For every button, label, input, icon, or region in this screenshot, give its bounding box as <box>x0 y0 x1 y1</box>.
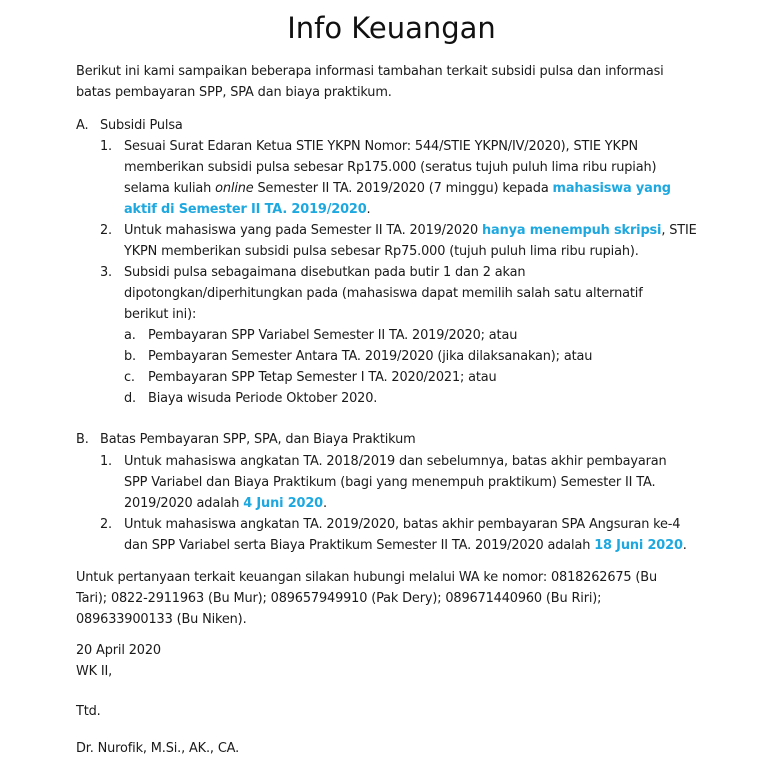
signoff-date: 20 April 2020 <box>76 643 161 658</box>
b1-line-2: SPP Variabel dan Biaya Praktikum (bagi yang menempuh praktikum) Semester II TA. <box>124 475 656 490</box>
a1-line-2: memberikan subsidi pulsa sebesar Rp175.000 (seratus tujuh puluh lima ribu rupiah) <box>124 160 657 175</box>
a1-line-3 <box>124 178 671 199</box>
a1-highlight-2: aktif di Semester II TA. 2019/2020 <box>124 202 367 217</box>
contact-line-3: 089633900133 (Bu Niken). <box>76 612 247 627</box>
a2-line-1-end: , STIE <box>661 223 697 238</box>
b2-line-2 <box>124 535 687 556</box>
a3-sub-b-text: Pembayaran Semester Antara TA. 2019/2020 (jika dilaksanakan); atau <box>148 349 593 364</box>
a1-online-italic: online <box>215 181 254 196</box>
intro-line-1: Berikut ini kami sampaikan beberapa informasi tambahan terkait subsidi pulsa dan informasi <box>76 64 664 79</box>
a3-line-1: Subsidi pulsa sebagaimana disebutkan pada butir 1 dan 2 akan <box>124 265 526 280</box>
a1-line-3-middle: Semester II TA. 2019/2020 (7 minggu) kepada <box>253 181 553 196</box>
b2-deadline-highlight: 18 Juni 2020 <box>594 538 683 553</box>
a3-line-2: dipotongkan/diperhitungkan pada (mahasiswa dapat memilih salah satu alternatif <box>124 286 643 301</box>
b2-number: 2. <box>100 517 112 532</box>
a2-line-2: YKPN memberikan subsidi pulsa sebesar Rp75.000 (tujuh puluh lima ribu rupiah). <box>124 244 639 259</box>
a1-number: 1. <box>100 139 112 154</box>
a3-sub-c-text: Pembayaran SPP Tetap Semester I TA. 2020/2021; atau <box>148 370 497 385</box>
b1-line-3 <box>124 493 327 514</box>
signoff-position: WK II, <box>76 664 113 679</box>
b2-line-1: Untuk mahasiswa angkatan TA. 2019/2020, batas akhir pembayaran SPA Angsuran ke-4 <box>124 517 681 532</box>
a1-line-3-start: selama kuliah <box>124 181 216 196</box>
signoff-ttd: Ttd. <box>76 704 101 719</box>
a1-highlight-1: mahasiswa yang <box>552 181 671 196</box>
b1-deadline-highlight: 4 Juni 2020 <box>243 496 323 511</box>
section-a-letter: A. <box>76 118 89 133</box>
intro-line-2: batas pembayaran SPP, SPA dan biaya praktikum. <box>76 85 392 100</box>
page-title: Info Keuangan <box>287 11 496 45</box>
a3-sub-d-letter: d. <box>124 391 136 406</box>
contact-line-1: Untuk pertanyaan terkait keuangan silakan hubungi melalui WA ke nomor: 0818262675 (Bu <box>76 570 658 585</box>
b1-line-3-start: 2019/2020 adalah <box>124 496 244 511</box>
section-a-heading: Subsidi Pulsa <box>100 118 183 133</box>
b2-line-2-end: . <box>682 538 687 553</box>
a2-highlight: hanya menempuh skripsi <box>482 223 662 238</box>
b2-line-2-start: dan SPP Variabel serta Biaya Praktikum Semester II TA. 2019/2020 adalah <box>124 538 595 553</box>
a3-number: 3. <box>100 265 112 280</box>
b1-number: 1. <box>100 454 112 469</box>
a2-line-1 <box>124 220 697 241</box>
section-b-heading: Batas Pembayaran SPP, SPA, dan Biaya Praktikum <box>100 432 416 447</box>
a3-line-3: berikut ini): <box>124 307 197 322</box>
a2-number: 2. <box>100 223 112 238</box>
contact-line-2: Tari); 0822-2911963 (Bu Mur); 089657949910 (Pak Dery); 089671440960 (Bu Riri); <box>76 591 602 606</box>
a3-sub-c-letter: c. <box>124 370 135 385</box>
a1-line-4-end: . <box>366 202 371 217</box>
a3-sub-a-text: Pembayaran SPP Variabel Semester II TA. 2019/2020; atau <box>148 328 518 343</box>
b1-line-3-end: . <box>322 496 327 511</box>
a2-line-1-start: Untuk mahasiswa yang pada Semester II TA. 2019/2020 <box>124 223 483 238</box>
b1-line-1: Untuk mahasiswa angkatan TA. 2018/2019 dan sebelumnya, batas akhir pembayaran <box>124 454 667 469</box>
a3-sub-b-letter: b. <box>124 349 136 364</box>
a3-sub-d-text: Biaya wisuda Periode Oktober 2020. <box>148 391 378 406</box>
section-b-letter: B. <box>76 432 89 447</box>
signoff-name: Dr. Nurofik, M.Si., AK., CA. <box>76 741 240 756</box>
a3-sub-a-letter: a. <box>124 328 136 343</box>
a1-line-1: Sesuai Surat Edaran Ketua STIE YKPN Nomor: 544/STIE YKPN/IV/2020), STIE YKPN <box>124 139 638 154</box>
a1-line-4 <box>124 199 371 220</box>
